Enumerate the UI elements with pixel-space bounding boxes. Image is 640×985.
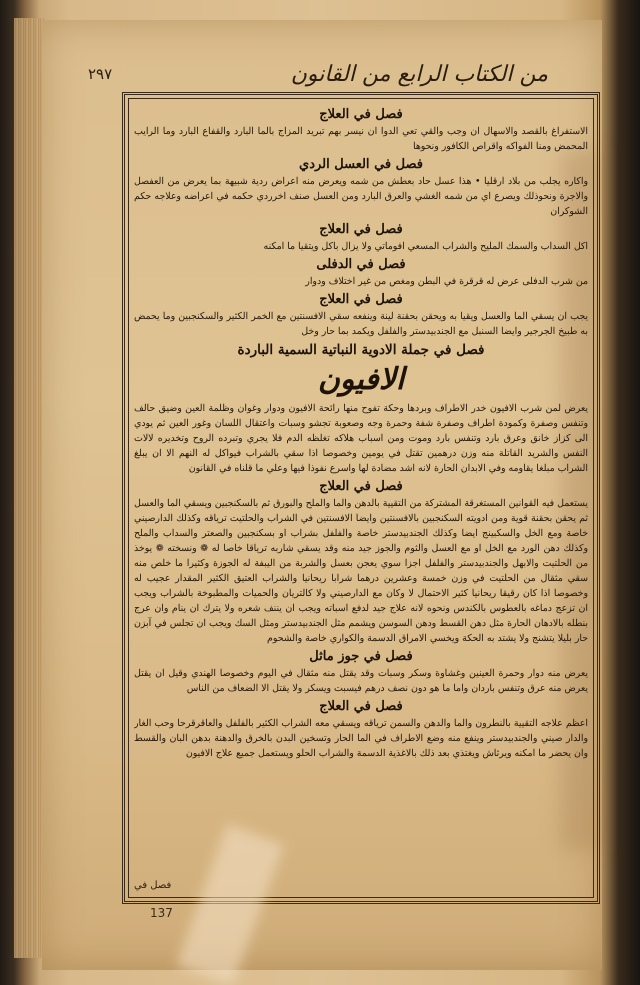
paragraph: يعرض لمن شرب الافيون خدر الاطراف وبردها وحكة تفوح منها رائحة الافيون ودوار وغوان وظلمة العين وضيق حالف وتنفس وصفرة وكمودة اطراف وصفرة شفة وحمرة وجه وصعوبة تجشو وسبات واعتقال اللسان وغور العين ثم يودي الى كزاز خانق وعرق بارد وتنفس بارد وموت ومن اسباب هلاكه تغلظه الدم فلا يجري وتبرده الروح وتخديره لالات النفس والشريد القاتلة منه وزن درهمين تقتل في يومين وخصوصا اذا سقي بالشراب فيواكل له النهم الا ان يبلغ الشراب مبلغا يقاومه وفي الابدان الحارة لانه اشد مضادة لها واسرع نفوذا فيها وعلي ما قلناه في القانون bbox=[134, 403, 588, 474]
chapter-heading: فصل في جملة الادوية النباتية السمية الباردة bbox=[237, 342, 485, 358]
section-heading: فصل في العلاج bbox=[319, 479, 403, 494]
paragraph: يجب ان يسقي الما والعسل ويقيا به ويحقن بحقنة لينة وينفعه سقي الافسنتين مع الخمر الكثير والسكنجبين وما يحمض به طبيخ الجرجير وايضا السنبل مع الجندبيدستر والفلفل ويكمد بما حار وخل bbox=[134, 311, 588, 337]
paragraph: واكاره يجلب من بلاد ارقليا • هذا عسل حاد بعطش من شمه ويعرض منه اعراض ردية شبيهة بما يعرض من العفصل والاجرة ونحوذلك ويصرع اي من شمه الغشي والعرق البارد ومن العسل صنف اخرردي حكمه في اعراضه وعلاجه حكم الشوكران bbox=[134, 176, 588, 217]
running-title: من الكتاب الرابع من القانون bbox=[290, 61, 548, 87]
paragraph: الاستفراغ بالقصد والاسهال ان وجب والقي تعي الدوا ان نيسر بهم تبريد المزاج بالما البارد والقفاع البارد وما الرايب المحمض ومنا الفواكه واقراص الكافور ونحوها bbox=[134, 126, 588, 152]
paragraph: اعظم علاجه التقيية بالنطرون والما والدهن والسمن ترياقه ويسقي معه الشراب الكثير بالفلفل والعاقرقرحا وحب الغار والدار صيني والجندبيدستر وينفع منه وضع الاطراف في الما الحار وتسخين البدن بالخرق والدهنة بدهن البان والقسط وان يحضر ما امكنه ويرثاش ويغتذي بعد ذلك بالاغذية الدسمة والشراب الحلو ويستعمل جميع علاج الافيون bbox=[134, 718, 588, 759]
section-heading: فصل في العلاج bbox=[319, 699, 403, 714]
page-header bbox=[88, 56, 548, 92]
section-heading: فصل في العسل الردي bbox=[299, 157, 423, 172]
section-heading: فصل في الدفلى bbox=[316, 257, 406, 272]
paragraph: اكل السداب والسمك المليح والشراب المسعي افوماتي ولا يزال باكل ويتقيا ما امكنه bbox=[263, 241, 588, 252]
folio-number: 137 bbox=[150, 906, 173, 920]
paragraph: من شرب الدفلى عرض له قرقرة في البطن ومغص من غير اختلاف ودوار bbox=[305, 276, 588, 287]
section-heading: فصل في العلاج bbox=[319, 222, 403, 237]
text-block bbox=[134, 104, 588, 894]
section-heading: فصل في جوز ماثل bbox=[309, 649, 413, 664]
catchword: فصل في bbox=[134, 880, 172, 891]
book-page-edges bbox=[14, 18, 44, 958]
paragraph: يعرض منه دوار وحمرة العينين وغشاوة وسكر وسبات وقد يقتل منه مثقال في اليوم وخصوصا الهندي وقيل ان يقتل يعرض منه عرق وتنفس باردان واما ما هو دون نصف درهم فيسبت ويسكر ولا يقتل الا الضعاف من الناس bbox=[134, 668, 588, 694]
section-heading: فصل في العلاج bbox=[319, 292, 403, 307]
page-number: ٢٩٧ bbox=[88, 65, 113, 83]
paragraph: يستعمل فيه القوانين المستغرقة المشتركة من التقيية بالدهن والما والملح والبورق ثم بالسكنجبين ويسقي الما والعسل ثم يحقن بحقنة قوية ومن ادويته السكنجبين بالافسنتين وايضا الافسنتين في الشراب والحلتيت ترياقه وكذلك الدارصيني خاصة ومع الخل والسكبينج ايضا وكذلك الجندبيدستر خاصة والفلفل بشراب او بسكنجبين والصعتر والسداب والملح وكذلك دهن الورد مع الخل او مع العسل والثوم والجوز جيد منه وقد يسقي شاربه ترياقا خاصا له ❁ ونسخته ❁ يوخذ من الحلتيت والابهل والجندبيدستر والفلفل اجزا سوي يعجن بعسل والشربة من اليبفة له الجوزة وكثيرا ما خلص منه سقي مثقال من الحلتيت في وزن خمسة وعشرين درهما شرابا ريحانيا والشراب العتيق الكثير المقدار عجيب له وخصوصا اذا كان رقيقا ريحانيا كثير الاحتمال لا وكان مع الدارصيني ولا كالتريان والحميات والمطبوخة بالشراب ويجب ان تزعج دماغه بالعطوس بالكندس ونحوه لانه علاج جيد لدفع اسباته ويجب ان يننف شعره ولا يترك ان ينام وان عرج بنطله بالادهان الحارة مثل دهن القسط ودهن السوسن ويشمم مثل الجندبيدستر ومثل السك ويجب ان تجلس في آبزن حار بليلا يتشنج ولا يشتد به الحكة ويخسي الامراق الدسمة والكواري خاصة والشحوم bbox=[134, 498, 588, 644]
large-title: الافيون bbox=[317, 362, 405, 397]
section-heading: فصل في العلاج bbox=[319, 107, 403, 122]
